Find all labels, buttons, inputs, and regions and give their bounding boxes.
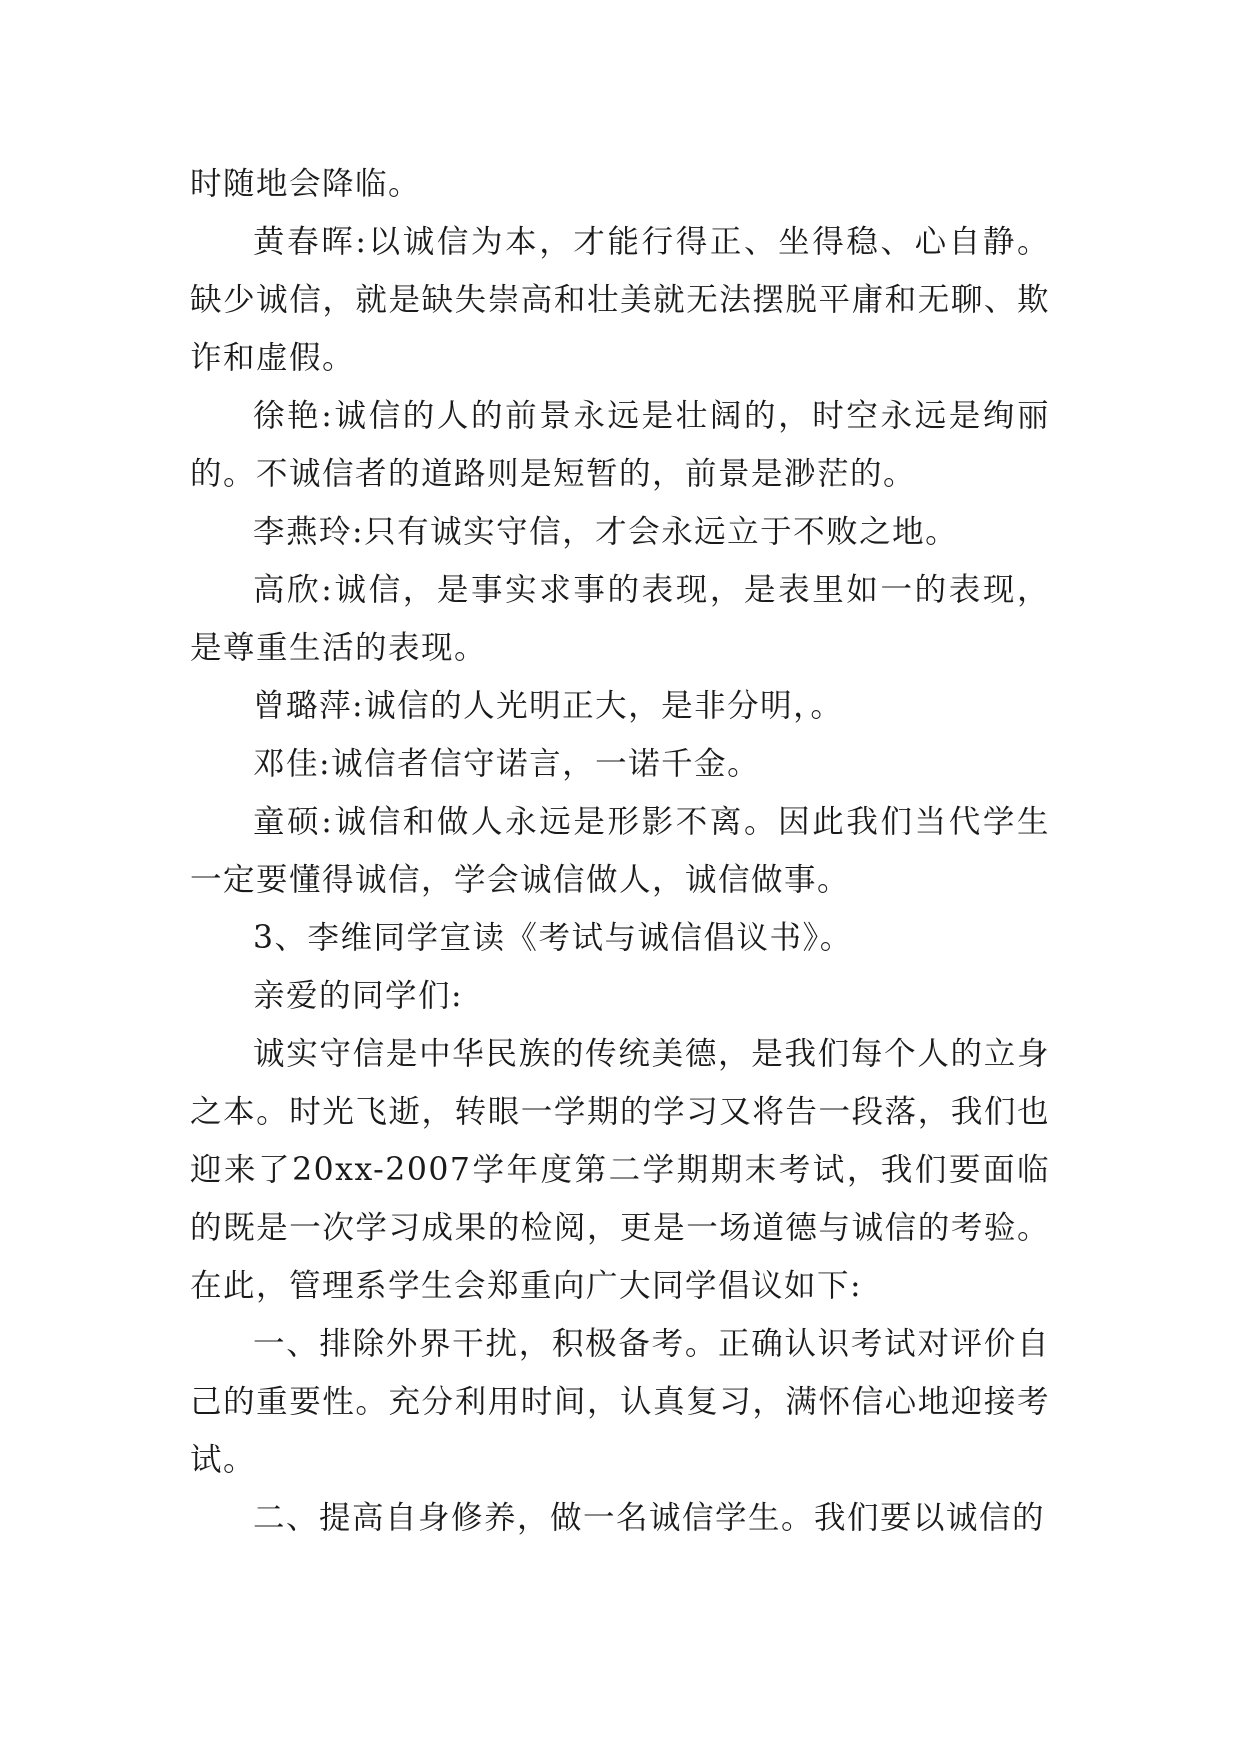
paragraph-8	[190, 909, 1050, 967]
paragraph-5	[190, 677, 1050, 735]
paragraph-4	[190, 561, 1050, 677]
paragraph-text: :诚信者信守诺言，一诺千金。	[319, 746, 761, 782]
speaker: 曾璐萍	[253, 688, 353, 724]
paragraph-text: :只有诚实守信，才会永远立于不败之地。	[352, 514, 959, 550]
paragraph-text: :以诚信为本，才能行得正、坐得稳、心自静。缺少诚信，就是缺失崇高和壮美就无法摆脱平庸和无聊、欺诈和虚假。	[190, 224, 1050, 376]
paragraph-text: :诚信，是事实求事的表现，是表里如一的表现，是尊重生活的表现。	[190, 572, 1050, 666]
paragraph-text: 亲爱的同学们:	[253, 978, 464, 1014]
speaker: 高欣	[253, 572, 322, 608]
paragraph-6	[190, 735, 1050, 793]
paragraph-text: 一、排除外界干扰，积极备考。正确认识考试对评价自己的重要性。充分利用时间，认真复习，满怀信心地迎接考试。	[190, 1326, 1050, 1478]
paragraph-text: :诚信和做人永远是形影不离。因此我们当代学生一定要懂得诚信，学会诚信做人，诚信做事。	[190, 804, 1050, 898]
paragraph-9	[190, 967, 1050, 1025]
paragraph-text: 二、提高自身修养，做一名诚信学生。我们要以诚信的	[253, 1500, 1046, 1536]
paragraph-11	[190, 1315, 1050, 1489]
paragraph-text: 诚实守信是中华民族的传统美德，是我们每个人的立身之本。时光飞逝，转眼一学期的学习又将告一段落，我们也迎来了20xx-2007学年度第二学期期末考试，我们要面临的既是一次学习成果的检阅，更是一场道德与诚信的考验。在此，管理系学生会郑重向广大同学倡议如下:	[190, 1036, 1050, 1304]
speaker: 黄春晖	[253, 224, 356, 260]
paragraph-text: 3、李维同学宣读《考试与诚信倡议书》。	[253, 920, 853, 956]
paragraph-10	[190, 1025, 1050, 1315]
paragraph-text: :诚信的人光明正大，是非分明，。	[352, 688, 844, 724]
paragraph-2	[190, 387, 1050, 503]
paragraph-7	[190, 793, 1050, 909]
speaker: 李燕玲	[253, 514, 353, 550]
speaker: 童硕	[253, 804, 322, 840]
speaker: 徐艳	[253, 398, 322, 434]
paragraph-text: 时随地会降临。	[190, 166, 422, 202]
paragraph-3	[190, 503, 1050, 561]
document-body	[190, 155, 1050, 1547]
speaker: 邓佳	[253, 746, 320, 782]
paragraph-1	[190, 213, 1050, 387]
paragraph-12	[190, 1489, 1050, 1547]
paragraph-0	[190, 155, 1050, 213]
paragraph-text: :诚信的人的前景永远是壮阔的，时空永远是绚丽的。不诚信者的道路则是短暂的，前景是渺茫的。	[190, 398, 1050, 492]
